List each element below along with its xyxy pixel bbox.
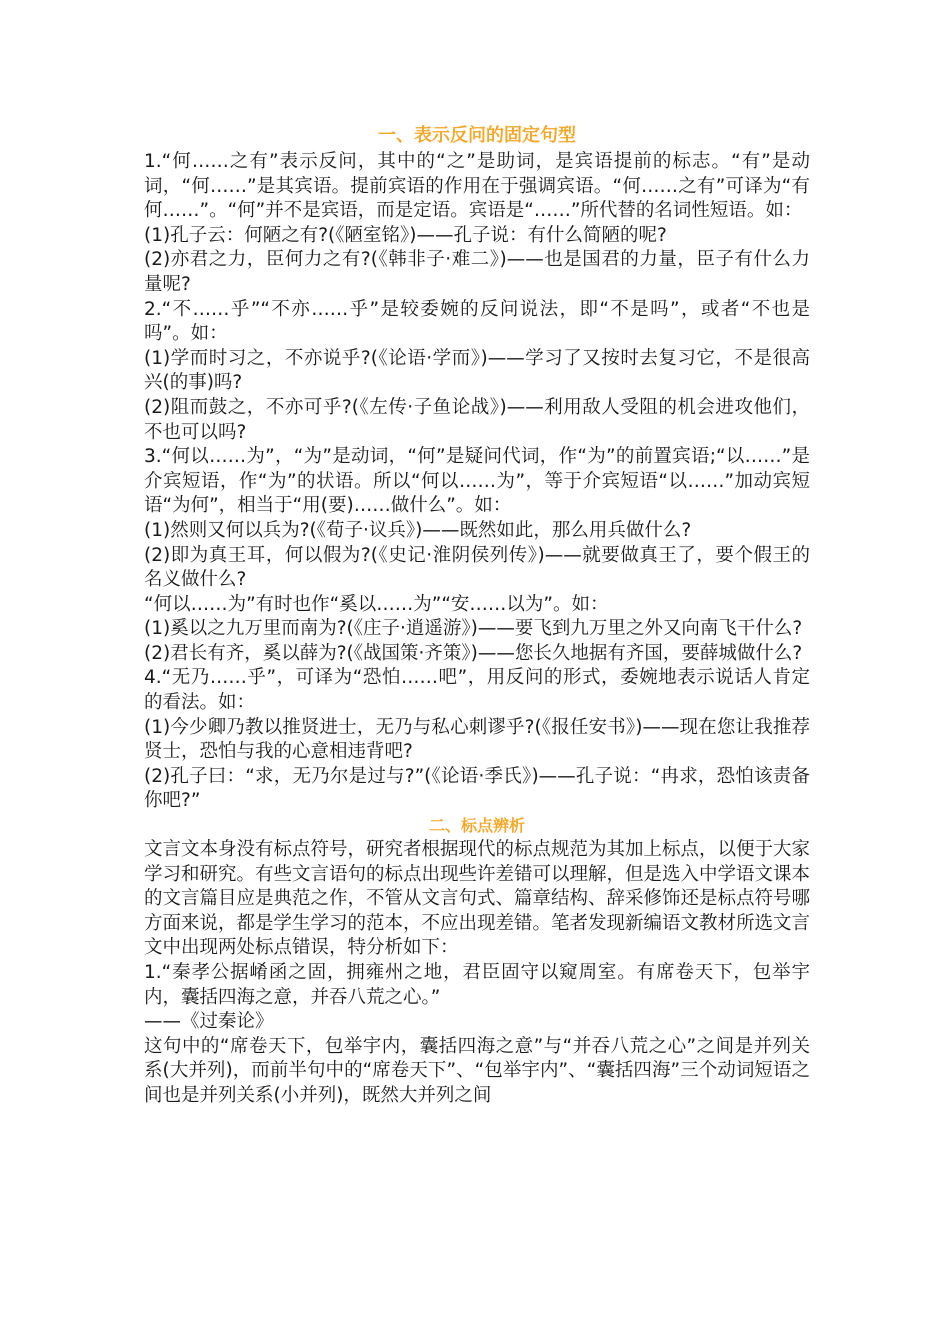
section-2-source: ——《过秦论》	[144, 1011, 274, 1033]
section-1-paragraph: 4.“无乃……乎”，可译为“恐怕……吧”，用反问的形式，委婉地表示说话人肯定的看法。如：	[144, 667, 810, 714]
section-1-paragraph: (1)学而时习之，不亦说乎?(《论语·学而》)——学习了又按时去复习它，不是很高兴(的事)吗?	[144, 347, 810, 394]
section-1-paragraph: (2)即为真王耳，何以假为?(《史记·淮阴侯列传》)——就要做真王了，要个假王的名义做什么?	[144, 544, 810, 591]
section-1-paragraph: (2)君长有齐，奚以薛为?(《战国策·齐策》)——您长久地据有齐国，要薛城做什么?	[144, 642, 803, 664]
section-1-paragraph: “何以……为”有时也作“奚以……为”“安……以为”。如：	[144, 593, 609, 615]
section-1-paragraph: (2)亦君之力，臣何力之有?(《韩非子·难二》)——也是国君的力量，臣子有什么力量呢?	[144, 249, 810, 295]
document-body	[144, 124, 810, 1109]
section-2-title: 二、标点辨析	[428, 816, 525, 836]
section-1-paragraph: 2.“不……乎”“不亦……乎”是较委婉的反问说法，即“不是吗”，或者“不也是吗”。如：	[144, 298, 810, 345]
section-2-paragraph: 文言文本身没有标点符号，研究者根据现代的标点规范为其加上标点，以便于大家学习和研究。有些文言语句的标点出现些许差错可以理解，但是选入中学语文课本的文言篇目应是典范之作，不管从文言句式、篇章结构、辞采修饰还是标点符号哪方面来说，都是学生学习的范本，不应出现差错。笔者发现新编语文教材所选文言文中出现两处标点错误，特分析如下：	[144, 839, 811, 959]
section-2-paragraph: 这句中的“席卷天下，包举宇内，囊括四海之意”与“并吞八荒之心”之间是并列关系(大并列)，而前半句中的“席卷天下”、“包举宇内”、“囊括四海”三个动词短语之间也是并列关系(小并列)，既然大并列之间	[144, 1035, 810, 1106]
section-1-paragraph: (1)奚以之九万里而南为?(《庄子·逍遥游》)——要飞到九万里之外又向南飞干什么?	[144, 618, 803, 640]
section-1-paragraph: (1)然则又何以兵为?(《荀子·议兵》)——既然如此，那么用兵做什么?	[144, 519, 692, 541]
section-1-paragraph: (1)孔子云：何陋之有?(《陋室铭》)——孔子说：有什么简陋的呢?	[144, 224, 667, 246]
section-1-paragraph: 3.“何以……为”，“为”是动词，“何”是疑问代词，作“为”的前置宾语;“以……”是介宾短语，作“为”的状语。所以“何以……为”，等于介宾短语“以……”加动宾短语“为何”，相当于“用(要)……做什么”。如：	[144, 446, 810, 517]
section-1-paragraph: (1)今少卿乃教以推贤进士，无乃与私心刺谬乎?(《报任安书》)——现在您让我推荐贤士，恐怕与我的心意相违背吧?	[144, 716, 810, 763]
section-2-paragraph: 1.“秦孝公据崤函之固，拥雍州之地，君臣固守以窥周室。有席卷天下，包举宇内，囊括四海之意，并吞八荒之心。”	[144, 962, 810, 1008]
section-1-paragraph: (2)孔子曰：“求，无乃尔是过与?”(《论语·季氏》)——孔子说：“冉求，恐怕该责备你吧?”	[144, 765, 810, 812]
section-1-paragraph: 1.“何……之有”表示反问，其中的“之”是助词，是宾语提前的标志。“有”是动词，“何……”是其宾语。提前宾语的作用在于强调宾语。“何……之有”可译为“有何……”。“何”并不是宾语，而是定语。宾语是“……”所代替的名词性短语。如：	[144, 151, 810, 222]
section-1-paragraph: (2)阻而鼓之，不亦可乎?(《左传·子鱼论战》)——利用敌人受阻的机会进攻他们，不也可以吗?	[144, 396, 810, 443]
section-1-title: 一、表示反问的固定句型	[378, 125, 576, 146]
